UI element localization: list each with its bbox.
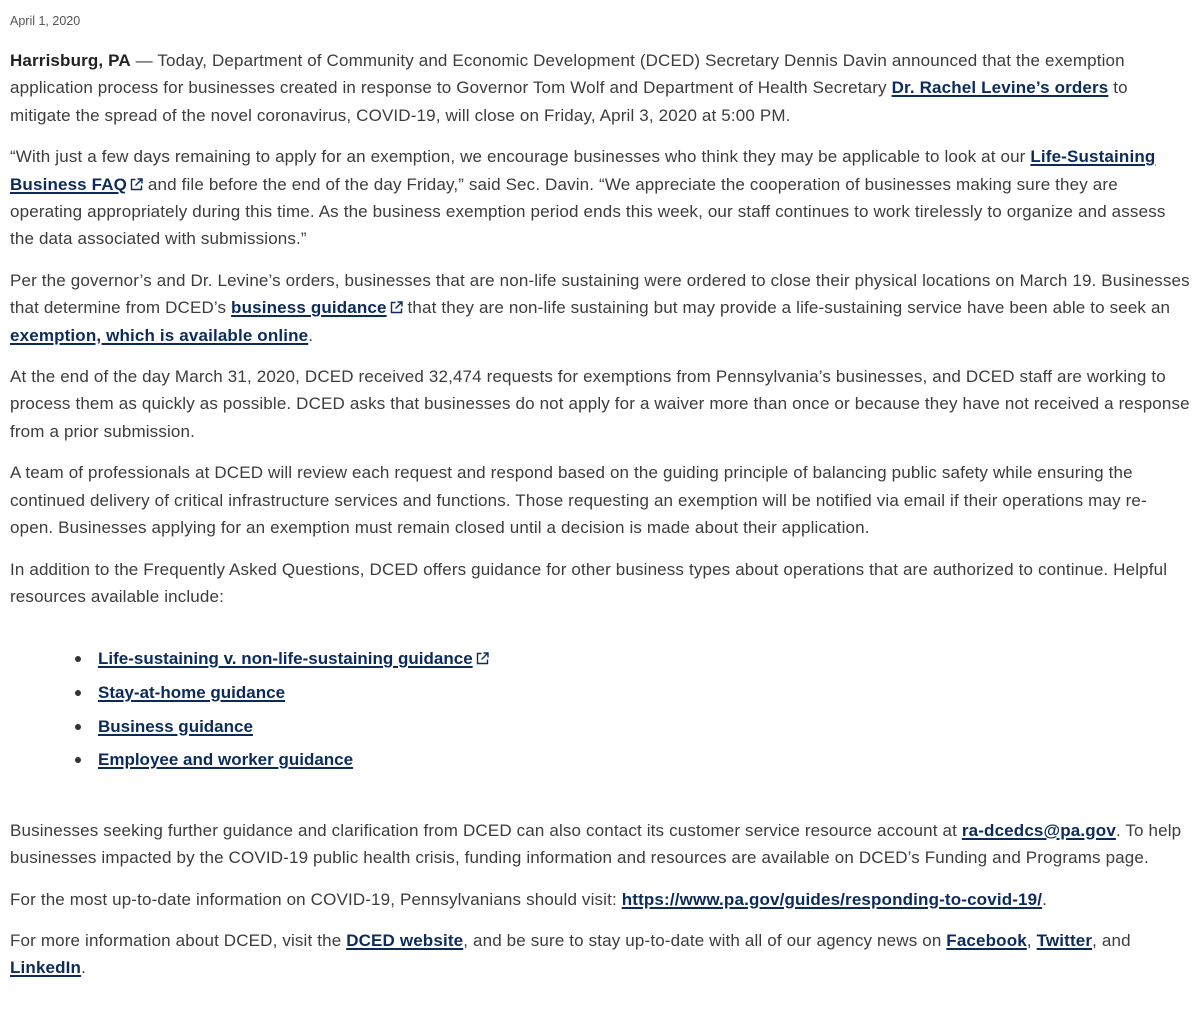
list-item [75, 676, 1190, 710]
external-link-icon [390, 301, 403, 314]
exemption-online-link[interactable]: exemption, which is available online [10, 325, 309, 345]
paragraph-text: “With just a few days remaining to apply for an exemption, we encourage businesses who think they may be applicable to look at our [10, 147, 1031, 167]
paragraph-contact [10, 817, 1190, 872]
paragraph-text: . [1042, 889, 1047, 909]
paragraph-text: . [308, 325, 314, 345]
paragraph-text: that they are non-life sustaining but may provide a life-sustaining service have been able to seek an [402, 298, 1171, 318]
resources-list [10, 642, 1190, 776]
facebook-link[interactable]: Facebook [946, 930, 1027, 950]
levine-orders-link[interactable]: Dr. Rachel Levine’s orders [891, 78, 1109, 98]
paragraph-text: For the most up-to-date information on COVID-19, Pennsylvanians should visit: [10, 889, 622, 909]
paragraph-text: , [1026, 930, 1037, 950]
paragraph-intro [10, 47, 1190, 129]
publish-date: April 1, 2020 [10, 14, 81, 28]
list-item [75, 743, 1190, 777]
paragraph-text: . To help businesses impacted by the COVID-19 public health crisis, funding information and resources are available on DCED’s Funding and Programs page. [10, 820, 1182, 868]
paragraph-text: . [81, 958, 86, 978]
linkedin-link[interactable]: LinkedIn [10, 958, 82, 978]
dateline: Harrisburg, PA [10, 51, 131, 70]
paragraph-text: and file before the end of the day Friday,” said Sec. Davin. “We appreciate the cooperation of businesses making sure they are operating appropriately during this time. As the business exemption period ends this week, our staff continues to work tirelessly to organize and assess the data associated with submissions.” [10, 174, 1166, 249]
business-guidance-list-link[interactable]: Business guidance [98, 716, 253, 736]
list-item [75, 642, 1190, 676]
paragraph-social [10, 927, 1190, 982]
twitter-link[interactable]: Twitter [1036, 930, 1093, 950]
business-guidance-link[interactable]: business guidance [231, 298, 387, 318]
employee-worker-guidance-link[interactable]: Employee and worker guidance [98, 750, 354, 770]
external-link-icon [476, 652, 489, 665]
paragraph-covid-info [10, 886, 1190, 913]
external-link-icon [130, 178, 143, 191]
paragraph-text: For more information about DCED, visit the [10, 930, 347, 950]
paragraph-text: , and be sure to stay up-to-date with all of our agency news on [463, 930, 947, 950]
paragraph-orders [10, 267, 1190, 349]
paragraph-resources-intro: In addition to the Frequently Asked Questions, DCED offers guidance for other business types about operations that are authorized to continue. Helpful resources available include: [10, 559, 1168, 606]
paragraph-text: Per the governor’s and Dr. Levine’s orders, businesses that are non-life sustaining were ordered to close their physical locations on March 19. Businesses that determine from DCED’s [10, 270, 1190, 318]
paragraph-text: , and [1092, 930, 1131, 950]
paragraph-review: A team of professionals at DCED will review each request and respond based on the guiding principle of balancing public safety while ensuring the continued delivery of critical infrastructure services and functions. Those requesting an exemption will be notified via email if their operations may re-open. Businesses applying for an exemption must remain closed until a decision is made about their application. [10, 463, 1147, 538]
covid-guide-link[interactable]: https://www.pa.gov/guides/responding-to-covid-19/ [621, 889, 1043, 909]
paragraph-text: — Today, Department of Community and Economic Development (DCED) Secretary Dennis Davin announced that the exemption application process for businesses created in response to Governor Tom Wolf and Department of Health Secretary [10, 51, 1125, 98]
dced-website-link[interactable]: DCED website [346, 930, 464, 950]
email-link[interactable]: ra-dcedcs@pa.gov [961, 820, 1116, 840]
life-sustaining-guidance-link[interactable]: Life-sustaining v. non-life-sustaining guidance [98, 649, 473, 669]
stay-at-home-guidance-link[interactable]: Stay-at-home guidance [98, 682, 286, 702]
paragraph-text: to mitigate the spread of the novel coronavirus, COVID-19, will close on Friday, April 3, 2020 at 5:00 PM. [10, 78, 1128, 125]
life-sustaining-faq-link[interactable]: Life-Sustaining Business FAQ [10, 147, 1156, 194]
list-item [75, 710, 1190, 744]
paragraph-text: Businesses seeking further guidance and clarification from DCED can also contact its customer service resource account at [10, 820, 962, 840]
paragraph-requests: At the end of the day March 31, 2020, DCED received 32,474 requests for exemptions from Pennsylvania’s businesses, and DCED staff are working to process them as quickly as possible. DCED asks that businesses do not apply for a waiver more than once or because they have not received a response from a prior submission. [10, 367, 1190, 441]
paragraph-quote [10, 143, 1190, 253]
